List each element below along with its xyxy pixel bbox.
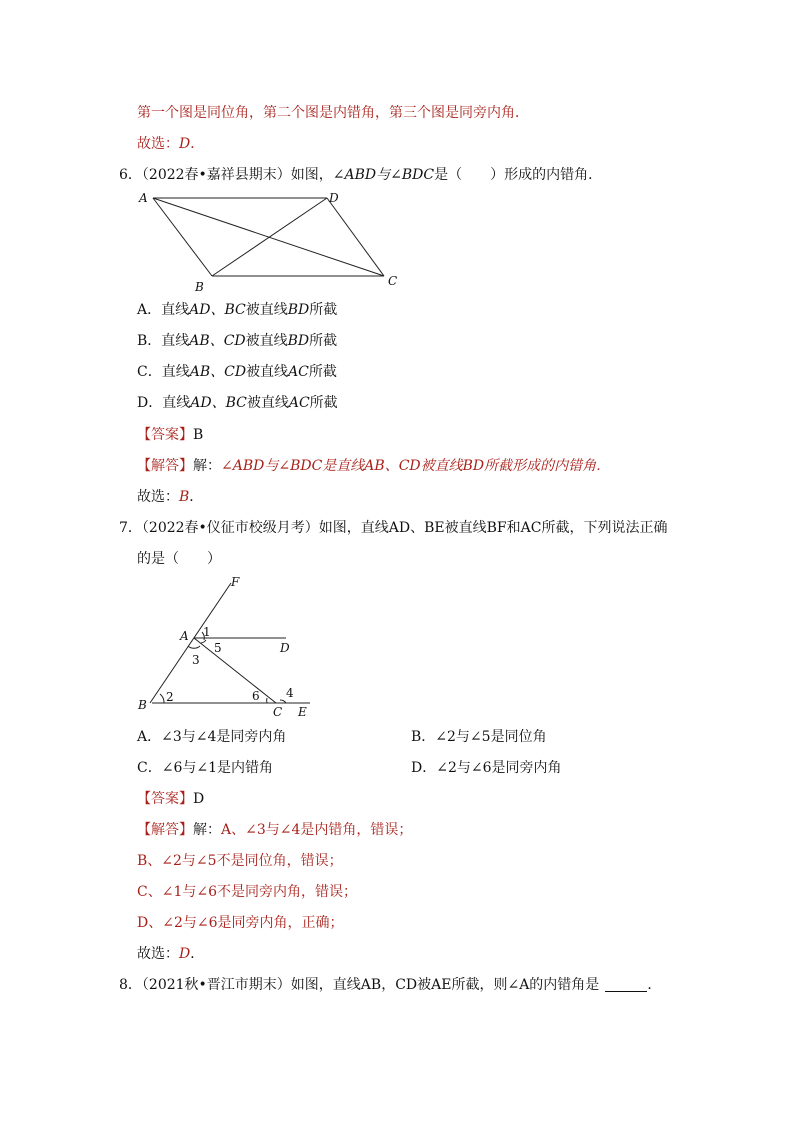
prev-choose-line [137,134,204,154]
segment-ab [153,198,212,276]
q8-stem-text: 8．（2021秋•晋江市期末）如图，直线AB，CD被AE所截，则∠A的内错角是 [119,977,600,993]
q7-label-b: B [138,698,147,712]
q7-label-4: 4 [286,686,294,700]
q7-option-d[interactable]: D．∠2与∠6是同旁内角 [411,760,562,776]
q7-label-a: A [180,629,189,643]
q7-label-3: 3 [192,653,200,667]
q6-solution-prefix: 解： [193,458,221,474]
q7-option-b[interactable]: B．∠2与∠5是同位角 [411,729,547,745]
q6-stem-suffix: 是（ ）形成的内错角． [434,167,603,183]
q7-figure [130,574,330,722]
q6-answer-value: B [193,427,204,443]
arc-3 [188,646,200,648]
q7-label-6: 6 [252,689,260,703]
q7-label-5: 5 [214,641,222,655]
q7-answer-tag: 【答案】 [137,791,193,807]
q8-answer-blank[interactable] [605,977,647,992]
q6-label-b: B [195,280,204,294]
q7-solution-line-b: B、∠2与∠5不是同位角，错误； [137,853,343,869]
q6-answer-tag: 【答案】 [137,427,193,443]
q7-solution-line-c: C、∠1与∠6不是同旁内角，错误； [137,884,357,900]
q6-option-a[interactable]: A．直线AD、BC被直线BD所截 [137,302,338,318]
q7-option-c[interactable]: C．∠6与∠1是内错角 [137,760,273,776]
line-ac [194,638,276,703]
q7-solution-tag: 【解答】 [137,822,193,838]
q7-solution-line-d: D、∠2与∠6是同旁内角，正确； [137,915,344,931]
q7-label-1: 1 [203,625,211,639]
segment-bd [212,198,327,276]
q7-option-a[interactable]: A．∠3与∠4是同旁内角 [137,729,287,745]
segment-ac [153,198,384,276]
q7-stem-line2: 的是（ ） [137,551,221,567]
prev-choose-letter: D [179,136,191,152]
arc-2 [160,694,164,703]
segment-dc [327,198,384,276]
q6-answer [137,425,203,445]
q7-answer [137,789,204,809]
q7-label-c: C [273,705,283,719]
q6-figure [130,188,410,296]
arc-5 [201,640,206,643]
q8-stem: 8．（2021秋•晋江市期末）如图，直线AB，CD被AE所截，则∠A的内错角是 ． [119,977,662,993]
q6-stem-prefix: 6．（2022春•嘉祥县期末）如图， [119,167,333,183]
q6-solution-body: ∠ABD与∠BDC是直线AB、CD被直线BD所截形成的内错角． [221,458,611,474]
q6-option-c[interactable]: C．直线AB、CD被直线AC所截 [137,364,337,380]
q7-label-e: E [298,705,307,719]
q6-figure-lines [153,198,384,276]
prev-solution-line: 第一个图是同位角，第二个图是内错角，第三个图是同旁内角． [137,105,529,121]
q6-stem-expr: ∠ABD与∠BDC [332,167,435,183]
q7-solution-head [137,820,412,840]
q6-choose-line: 故选：B． [137,489,204,505]
q7-stem-line1: 7．（2022春•仪征市校级月考）如图，直线AD、BE被直线BF和AC所截，下列说法正确 [119,520,668,536]
q7-label-f: F [231,575,240,589]
q7-label-2: 2 [166,690,174,704]
q6-option-d[interactable]: D．直线AD、BC被直线AC所截 [137,395,338,411]
q7-label-d: D [280,641,290,655]
q7-answer-value: D [193,791,205,807]
q7-choose-line: 故选：D． [137,946,205,962]
q6-solution [137,456,610,476]
q6-option-b[interactable]: B．直线AB、CD被直线BD所截 [137,333,338,349]
q7-solution-line-a: A、∠3与∠4是内错角，错误； [221,822,413,838]
q6-label-d: D [329,191,339,205]
q6-solution-tag: 【解答】 [137,458,193,474]
q7-solution-prefix: 解： [193,822,221,838]
q6-label-c: C [388,274,398,288]
q6-stem [119,165,602,185]
prev-choose-prefix: 故选： [137,136,179,152]
q6-label-a: A [139,191,148,205]
prev-choose-suffix: ． [190,136,205,152]
